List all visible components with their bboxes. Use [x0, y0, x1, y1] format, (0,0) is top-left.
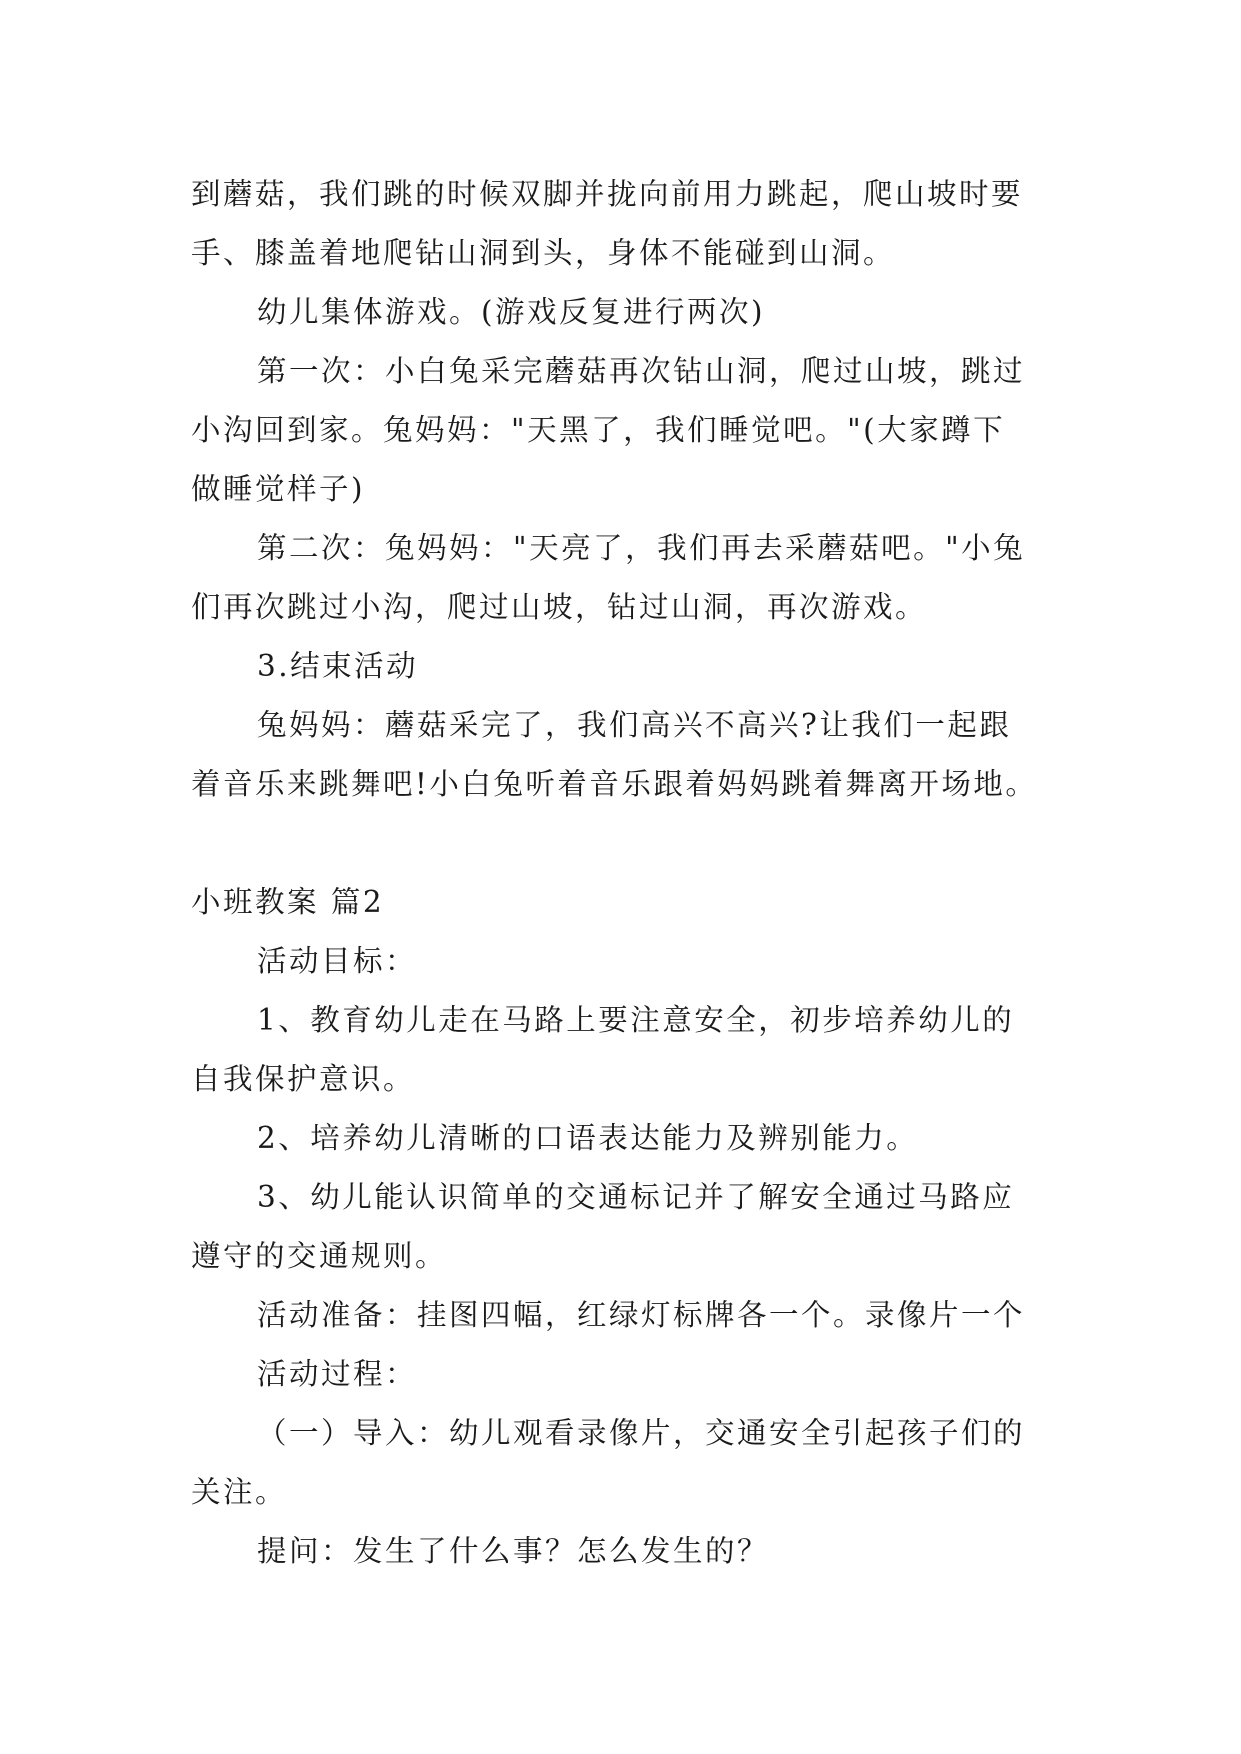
- list-item-continuation: 遵守的交通规则。: [191, 1239, 448, 1273]
- paragraph-line: 提问：发生了什么事？怎么发生的？: [257, 1534, 770, 1568]
- paragraph-line: 小沟回到家。兔妈妈："天黑了，我们睡觉吧。"(大家蹲下: [191, 413, 1006, 447]
- paragraph-line: （一）导入：幼儿观看录像片，交通安全引起孩子们的: [257, 1416, 1026, 1450]
- section-gap: [191, 814, 1071, 873]
- paragraph-line: 幼儿集体游戏。(游戏反复进行两次): [257, 295, 766, 329]
- list-item: 2、培养幼儿清晰的口语表达能力及辨别能力。: [257, 1121, 919, 1155]
- paragraph-line: 着音乐来跳舞吧!小白兔听着音乐跟着妈妈跳着舞离开场地。: [191, 767, 1038, 801]
- paragraph-line: 第二次：兔妈妈："天亮了，我们再去采蘑菇吧。"小兔: [257, 531, 1026, 565]
- subsection-heading: 活动目标：: [257, 944, 418, 978]
- paragraph-line: 到蘑菇，我们跳的时候双脚并拢向前用力跳起，爬山坡时要: [191, 177, 1024, 211]
- list-item-continuation: 自我保护意识。: [191, 1062, 416, 1096]
- section-step-heading: 3.结束活动: [257, 649, 419, 683]
- paragraph-line: 们再次跳过小沟，爬过山坡，钻过山洞，再次游戏。: [191, 590, 928, 624]
- list-item: 1、教育幼儿走在马路上要注意安全，初步培养幼儿的: [257, 1003, 1015, 1037]
- document-body: [191, 165, 1071, 1581]
- paragraph-line: 手、膝盖着地爬钻山洞到头，身体不能碰到山洞。: [191, 236, 896, 270]
- section-title: 小班教案 篇2: [191, 885, 385, 919]
- list-item: 3、幼儿能认识简单的交通标记并了解安全通过马路应: [257, 1180, 1015, 1214]
- paragraph-line: 关注。: [191, 1475, 288, 1509]
- paragraph-line: 做睡觉样子): [191, 472, 366, 506]
- paragraph-line: 兔妈妈：蘑菇采完了，我们高兴不高兴?让我们一起跟: [257, 708, 1012, 742]
- paragraph-line: 活动准备：挂图四幅，红绿灯标牌各一个。录像片一个: [257, 1298, 1026, 1332]
- paragraph-line: 第一次：小白兔采完蘑菇再次钻山洞，爬过山坡，跳过: [257, 354, 1026, 388]
- subsection-heading: 活动过程：: [257, 1357, 418, 1391]
